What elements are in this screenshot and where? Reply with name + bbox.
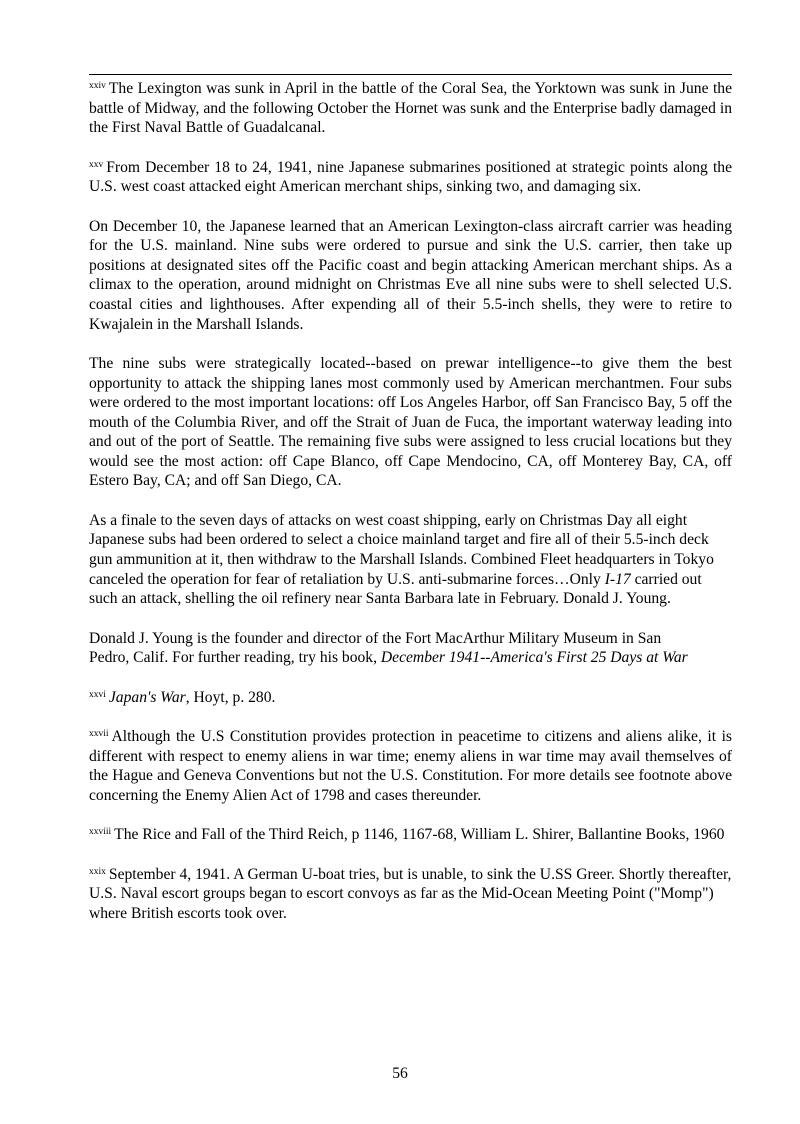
endnote-marker: xxv	[89, 159, 104, 170]
endnote-text: Although the U.S Constitution provides protection in peacetime to citizens and aliens alike, it is different with respect to enemy aliens in war time; enemy aliens in war time may avail themselves of the Hague and Geneva Conventions but not the U.S. Constitution. For more details see footnote above concerning the Enemy Alien Act of 1798 and cases thereunder.	[89, 728, 732, 804]
endnote-marker: xxviii	[89, 827, 112, 838]
endnote-xxix	[89, 865, 732, 924]
book-title: December 1941--America's First 25 Days at War	[380, 649, 688, 667]
endnote-marker: xxiv	[89, 81, 106, 91]
endnote-xxv-paragraph-3	[89, 354, 732, 491]
endnote-text: On December 10, the Japanese learned that an American Lexington-class aircraft carrier was heading for the U.S. mainland. Nine subs were ordered to pursue and sink the U.S. carrier, then take up positions at designated sites off the Pacific coast and begin attacking American merchant ships. As a climax to the operation, around midnight on Christmas Eve all nine subs were to shell selected U.S. coastal cities and lighthouses. After expending all of their 5.5-inch shells, they were to retire to Kwajalein in the Marshall Islands.	[89, 217, 732, 333]
book-title: Japan's War	[108, 688, 186, 706]
endnote-text: From December 18 to 24, 1941, nine Japanese submarines positioned at strategic points along the U.S. west coast attacked eight American merchant ships, sinking two, and damaging six.	[89, 158, 732, 196]
endnote-text: The Rice and Fall of the Third Reich, p 1146, 1167-68, William L. Shirer, Ballantine Books, 1960	[114, 826, 725, 844]
endnote-marker: xxvi	[89, 689, 106, 700]
footnote-separator	[89, 74, 732, 75]
endnote-xxv-paragraph-1	[89, 158, 732, 197]
endnote-xxvi	[89, 688, 732, 708]
endnote-marker: xxix	[89, 866, 106, 877]
endnote-marker: xxvii	[89, 729, 109, 740]
endnote-xxv-paragraph-5	[89, 629, 689, 668]
endnote-xxviii	[89, 825, 732, 845]
submarine-name: I-17	[604, 570, 631, 588]
page-number: 56	[392, 1065, 408, 1082]
endnotes-section	[89, 79, 732, 943]
endnote-text: Donald J. Young is the founder and director of the Fort MacArthur Military Museum in San Pedro, Calif. For further reading, try his book,	[89, 629, 662, 667]
endnote-text: The nine subs were strategically located--based on prewar intelligence--to give them the best opportunity to attack the shipping lanes most commonly used by American merchantmen. Four subs were ordered to the most important locations: off Los Angeles Harbor, off San Francisco Bay, 5 off the mouth of the Columbia River, and off the Strait of Juan de Fuca, the important waterway leading into and out of the port of Seattle. The remaining five subs were assigned to less crucial locations but they would see the most action: off Cape Blanco, off Cape Mendocino, CA, off Monterey Bay, CA, off Estero Bay, CA; and off San Diego, CA.	[89, 354, 732, 490]
endnote-text: As a finale to the seven days of attacks on west coast shipping, early on Christmas Day all eight Japanese subs had been ordered to select a choice mainland target and fire all of their 5.5-inch deck gun ammunition at it, then withdraw to the Marshall Islands. Combined Fleet headquarters in Tokyo canceled the operation for fear of retaliation by U.S. anti-submarine forces…Only	[89, 511, 714, 588]
endnote-xxvii	[89, 727, 732, 805]
endnote-text: , Hoyt, p. 280.	[185, 688, 276, 706]
endnote-xxv-paragraph-2	[89, 217, 732, 335]
endnote-text: September 4, 1941. A German U-boat tries, but is unable, to sink the U.SS Greer. Shortly thereafter, U.S. Naval escort groups began to escort convoys as far as the Mid-Ocean Meeting Point ("Momp") where British escorts took over.	[89, 865, 732, 922]
endnote-xxiv	[89, 79, 732, 138]
endnote-text: carried out such an attack, shelling the oil refinery near Santa Barbara late in February. Donald J. Young.	[89, 570, 702, 608]
endnote-text: The Lexington was sunk in April in the battle of the Coral Sea, the Yorktown was sunk in June the battle of Midway, and the following October the Hornet was sunk and the Enterprise badly damaged in the First Naval Battle of Guadalcanal.	[89, 80, 732, 137]
endnote-xxv-paragraph-4	[89, 511, 732, 609]
